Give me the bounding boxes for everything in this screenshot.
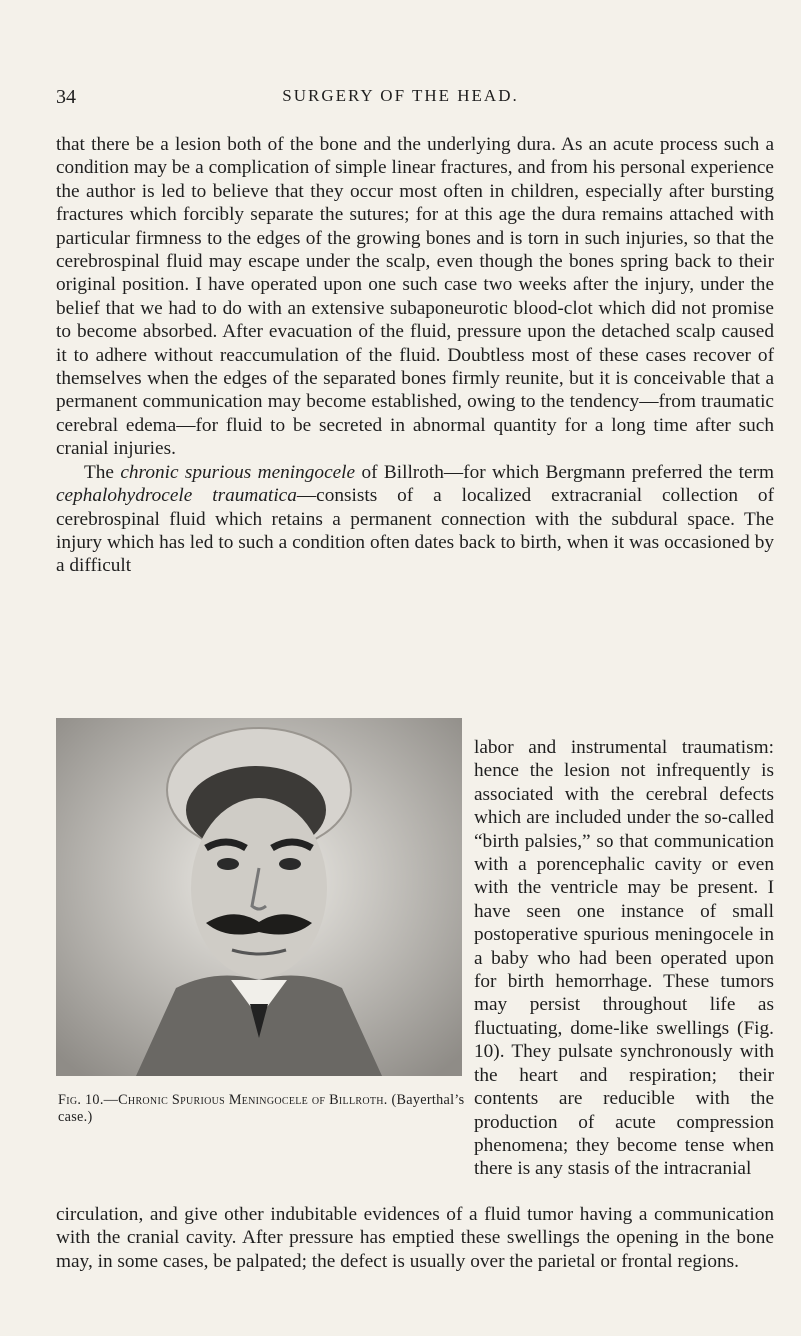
paragraph-1: that there be a lesion both of the bone and the underlying dura. As an acute process such a condition may be a complication of simple linear fractures, and from his personal experience the author is led to believe that they occur most often in children, especially after bursting fractures which forcibly separate the sutures; for at this age the dura remains attached with particular firmness to the edges of the growing bones and is torn in such injuries, so that the cerebrospinal fluid may escape under the scalp, even though the bones spring back to their original position. I have operated upon one such case two weeks after the injury, under the belief that we had to do with an extensive subaponeurotic blood-clot which did not promise to become absorbed. After evacuation of the fluid, pressure upon the detached scalp caused it to adhere without reaccumulation of the fluid. Doubtless most of these cases recover of themselves when the edges of the separated bones firmly reunite, but it is conceivable that a permanent communication may become established, owing to the tendency—from traumatic cerebral edema—for fluid to be secreted in abnormal quantity for a long time after such cranial injuries. [56, 134, 774, 460]
bottom-text: circulation, and give other indubitable evidences of a fluid tumor having a communication with the cranial cavity. After pressure has emptied these swellings the opening in the bone may, in some cases, be palpated; the defect is usually over the parietal or frontal regions. [56, 1204, 774, 1272]
portrait-photo-illustration [56, 718, 462, 1076]
caption-label: Fig. 10. [58, 1092, 104, 1108]
paragraph-2-start: The [84, 461, 121, 483]
page-number: 34 [56, 86, 76, 108]
italic-term-2: cephalohydrocele traumatica [56, 485, 297, 507]
main-text [56, 133, 774, 578]
italic-term-1: chronic spurious meningocele [120, 461, 356, 483]
paragraph-2-mid: of Billroth—for which Bergmann preferred the term [355, 461, 775, 483]
figure-caption [58, 1092, 468, 1126]
caption-note: (Bayerthal’s case.) [58, 1092, 465, 1125]
figure-photograph [56, 718, 462, 1076]
caption-title: —Chronic Spurious Meningocele of Billroth. [103, 1092, 388, 1108]
paragraph-2-end: —consists of a localized extracranial collection of cerebrospinal fluid which retains a permanent connection with the subdural space. The injury which has led to such a condition often dates back to birth, when it was occasioned by a difficult [56, 485, 774, 577]
side-column-text: labor and instrumental traumatism: hence the lesion not infrequently is associated with the cerebral defects which are included under the so-called “birth palsies,” so that communication with a porencephalic cavity or even with the ventricle may be present. I have seen one instance of small postoperative spurious meningocele in a baby who had been operated upon for birth hemorrhage. These tumors may persist throughout life as fluctuating, dome-like swellings (Fig. 10). They pulsate synchronously with the heart and respiration; their contents are reducible with the production of acute compression phenomena; they become tense when there is any stasis of the intracranial [474, 737, 774, 1180]
paragraph-2 [56, 461, 774, 578]
running-head: SURGERY OF THE HEAD. [282, 86, 519, 105]
